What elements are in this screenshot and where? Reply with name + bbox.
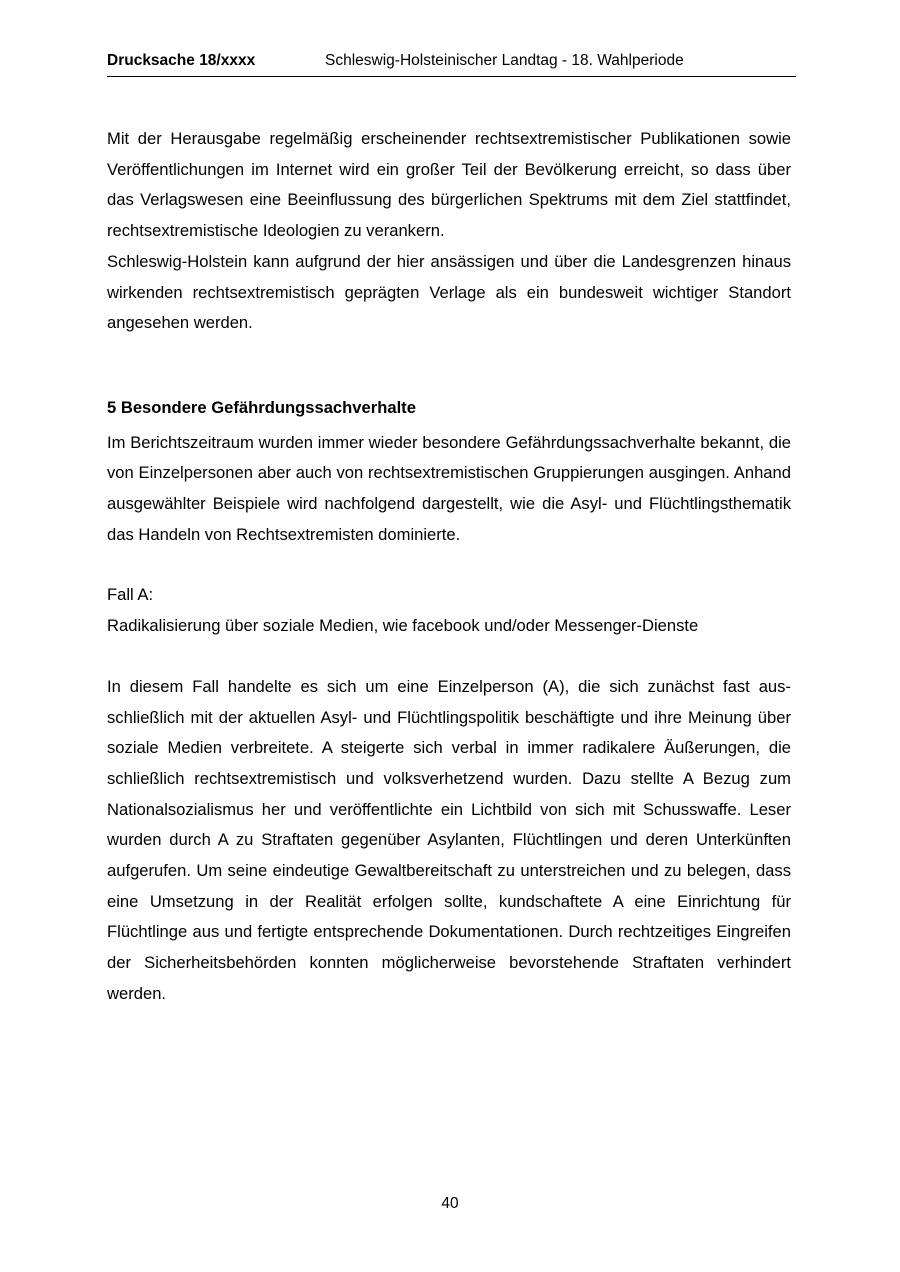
document-body <box>107 124 791 1010</box>
page-number: 40 <box>441 1195 459 1212</box>
document-number: Drucksache 18/xxxx <box>107 52 256 69</box>
case-title: Radikalisierung über soziale Medien, wie facebook und/oder Messenger-Dienste <box>107 616 699 636</box>
parliament-title: Schleswig-Holsteinischer Landtag - 18. Wahlperiode <box>325 52 684 69</box>
section-spacer <box>107 339 791 393</box>
case-label: Fall A: <box>107 585 154 605</box>
intro-paragraph-2: Schleswig-Holstein kann aufgrund der hier ansässigen und über die Landesgrenzen hinaus wirkenden rechtsextremistisch geprägten Verlage als ein bundesweit wichtiger Standort angesehen werden. <box>107 251 791 333</box>
case-paragraph: In diesem Fall handelte es sich um eine Einzelperson (A), die sich zunächst fast ausschließlich mit der aktuellen Asyl- und Flüchtlingspolitik beschäftigte und ihre Meinung über soziale Medien verbreitete. A steigerte sich verbal in immer radikalere Äußerungen, die schließlich rechtsextremistisch und volksverhetzend wurden. Dazu stellte A Bezug zum Nationalsozialismus her und veröffentlichte ein Lichtbild von sich mit Schusswaffe. Leser wurden durch A zu Straftaten gegenüber Asylanten, Flüchtlingen und deren Unterkünften aufgerufen. Um seine eindeutige Gewaltbereitschaft zu unterstreichen und zu belegen, dass eine Umsetzung in der Realität erfolgen sollte, kundschaftete A eine Einrichtung für Flüchtlinge aus und fertigte entsprechende Dokumentationen. Durch rechtzeitiges Eingreifen der Sicherheitsbehörden konnten möglicherweise bevorstehende Straftaten verhindert werden. <box>107 676 791 1003</box>
paragraph-spacer <box>107 642 791 672</box>
intro-paragraph-1: Mit der Herausgabe regelmäßig erscheinender rechtsextremistischer Publikationen sowie Veröffentlichungen im Internet wird ein großer Teil der Bevölkerung erreicht, so dass über das Verlagswesen eine Beeinflussung des bürgerlichen Spektrums mit dem Ziel stattfindet, rechtsextremistische Ideologien zu verankern. <box>107 129 791 241</box>
paragraph-spacer <box>107 550 791 580</box>
page-header <box>107 52 796 77</box>
section-heading: 5 Besondere Gefährdungssachverhalte <box>107 397 416 417</box>
section-paragraph: Im Berichtszeitraum wurden immer wieder besondere Gefährdungssachverhalte bekannt, die von Einzelpersonen aber auch von rechtsextremistischen Gruppierungen ausgingen. Anhand ausgewählter Beispiele wird nachfolgend dargestellt, wie die Asyl- und Flüchtlingsthematik das Handeln von Rechtsextremisten dominierte. <box>107 432 791 544</box>
